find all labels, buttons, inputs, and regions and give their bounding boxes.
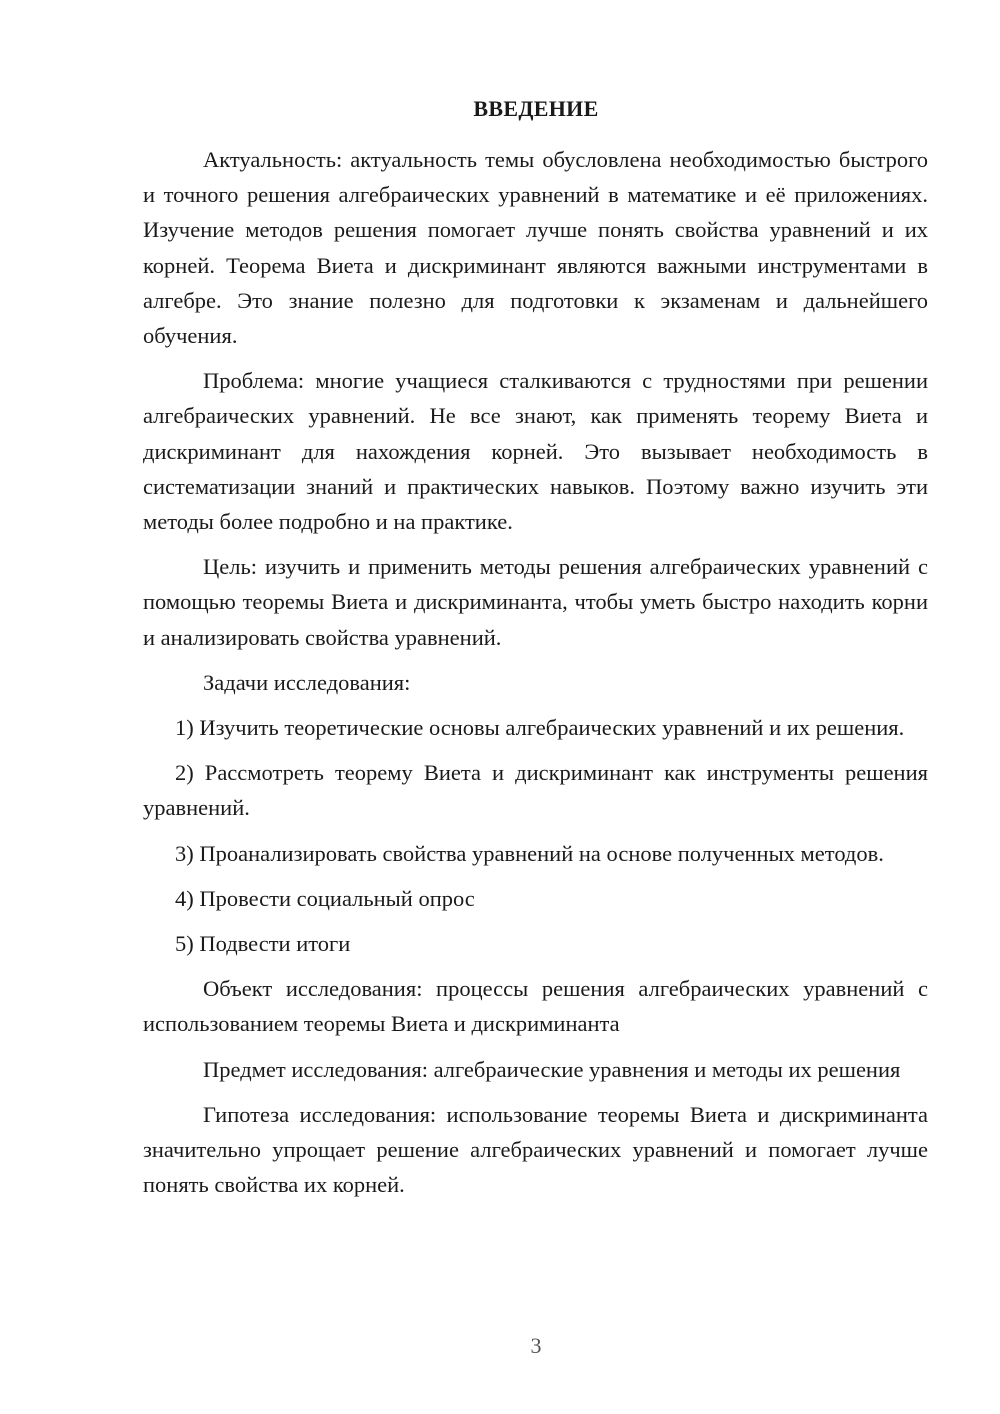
relevance-paragraph: Актуальность: актуальность темы обусловлена необходимостью быстрого и точного решения алгебраических уравнений в математике и её приложениях. Изучение методов решения помогает лучше понять свойства уравнений и их корней. Теорема Виета и дискриминант являются важными инструментами в алгебре. Это знание полезно для подготовки к экзаменам и дальнейшего обучения. [143, 147, 928, 349]
problem-paragraph: Проблема: многие учащиеся сталкиваются с трудностями при решении алгебраических уравнений. Не все знают, как применять теорему Виета и дискриминант для нахождения корней. Это вызывает необходимость в систематизации знаний и практических навыков. Поэтому важно изучить эти методы более подробно и на практике. [143, 368, 928, 535]
task-item: 4) Провести социальный опрос [175, 885, 475, 911]
goal-paragraph: Цель: изучить и применить методы решения алгебраических уравнений с помощью теоремы Виета и дискриминанта, чтобы уметь быстро находить корни и анализировать свойства уравнений. [143, 554, 928, 650]
tasks-heading: Задачи исследования: [203, 669, 411, 695]
task-item: 2) Рассмотреть теорему Виета и дискриминант как инструменты решения уравнений. [143, 760, 928, 821]
document-body [143, 142, 928, 1212]
task-item: 3) Проанализировать свойства уравнений на основе полученных методов. [175, 840, 884, 866]
object-paragraph: Объект исследования: процессы решения алгебраических уравнений с использованием теоремы Виета и дискриминанта [143, 976, 928, 1037]
hypothesis-paragraph: Гипотеза исследования: использование теоремы Виета и дискриминанта значительно упрощает решение алгебраических уравнений и помогает лучше понять свойства их корней. [143, 1101, 928, 1198]
task-item: 1) Изучить теоретические основы алгебраических уравнений и их решения. [175, 715, 905, 741]
section-title: ВВЕДЕНИЕ [473, 96, 599, 121]
task-item: 5) Подвести итоги [175, 931, 351, 957]
subject-paragraph: Предмет исследования: алгебраические уравнения и методы их решения [203, 1056, 901, 1082]
page-number: 3 [530, 1333, 542, 1358]
